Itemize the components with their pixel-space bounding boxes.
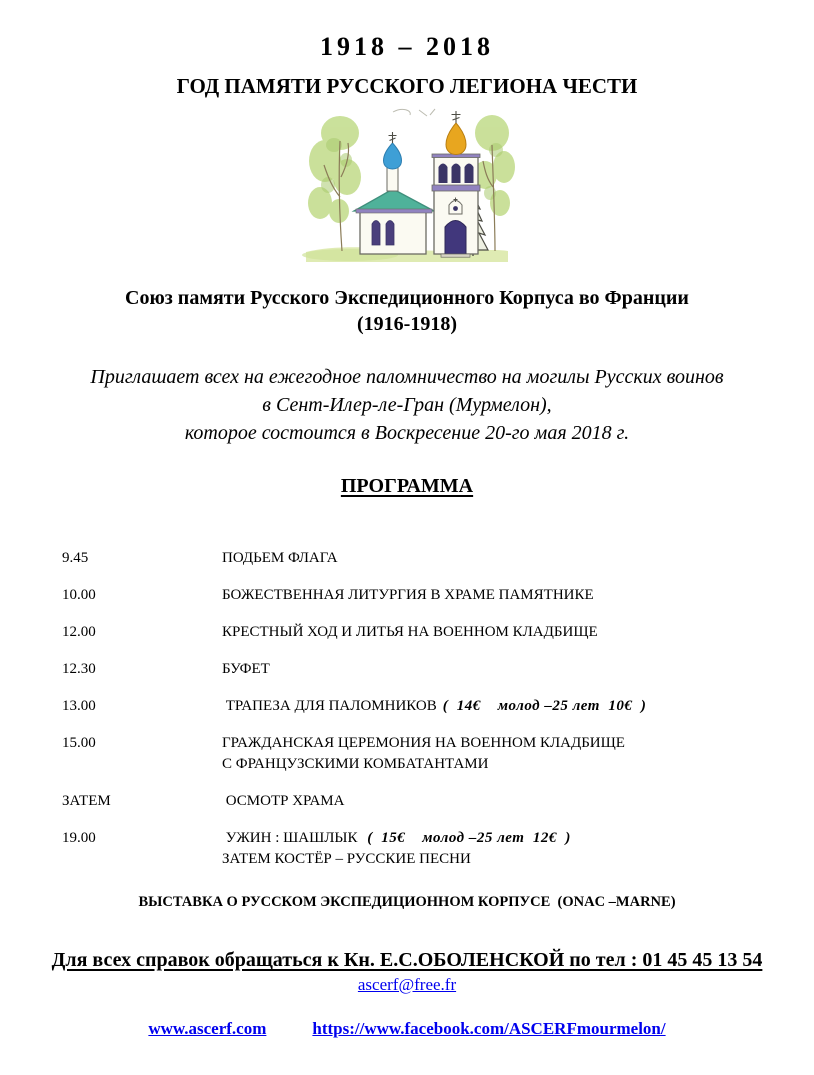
schedule-time: ЗАТЕМ <box>62 793 111 809</box>
schedule-row <box>62 828 814 870</box>
schedule-time: 15.00 <box>62 735 96 751</box>
arched-window <box>386 221 394 246</box>
schedule-desc-line2: С ФРАНЦУЗСКИМИ КОМБАТАНТАМИ <box>222 756 489 772</box>
price-note: ( 15€ молод –25 лет 12€ ) <box>367 830 571 846</box>
schedule-desc: УЖИН : ШАШЛЫК <box>222 830 362 846</box>
union-title <box>0 285 814 337</box>
left-tree-foliage <box>308 116 361 223</box>
schedule-row <box>62 585 814 606</box>
blue-onion-dome <box>384 143 402 169</box>
teal-roof <box>354 189 434 211</box>
schedule-row <box>62 733 814 775</box>
schedule-row <box>62 791 814 812</box>
invitation-line2: в Сент-Илер-ле-Гран (Мурмелон), <box>262 394 552 416</box>
schedule-time: 10.00 <box>62 587 96 603</box>
schedule-time: 9.45 <box>62 550 89 566</box>
contact-info: Для всех справок обращаться к Кн. Е.С.ОБОЛЕНСКОЙ по тел : 01 45 45 13 54 <box>51 949 763 971</box>
years-title: 1918 – 2018 <box>320 32 494 61</box>
schedule-desc: ГРАЖДАНСКАЯ ЦЕРЕМОНИЯ НА ВОЕННОМ КЛАДБИЩЕ <box>222 735 625 751</box>
schedule-row <box>62 659 814 680</box>
schedule-time: 12.30 <box>62 661 96 677</box>
cross-icon <box>452 111 461 123</box>
schedule-desc: ОСМОТР ХРАМА <box>222 793 345 809</box>
arched-window <box>372 221 380 246</box>
invitation-text <box>0 363 814 447</box>
schedule-desc: БУФЕТ <box>222 661 270 677</box>
schedule-row <box>62 622 814 643</box>
memorial-year-title: ГОД ПАМЯТИ РУССКОГО ЛЕГИОНА ЧЕСТИ <box>176 74 638 98</box>
schedule-desc-line2: ЗАТЕМ КОСТЁР – РУССКИЕ ПЕСНИ <box>222 851 471 867</box>
price-note: ( 14€ молод –25 лет 10€ ) <box>442 698 647 714</box>
exhibition-note: ВЫСТАВКА О РУССКОМ ЭКСПЕДИЦИОННОМ КОРПУСЕ (ONAC –MARNE) <box>138 894 676 910</box>
schedule-desc: ПОДЬЕМ ФЛАГА <box>222 550 338 566</box>
union-title-line1: Союз памяти Русского Экспедиционного Корпуса во Франции <box>125 287 689 309</box>
church-illustration-wrap <box>0 105 814 267</box>
invitation-line3: которое состоится в Воскресение 20-го мая 2018 г. <box>184 422 630 444</box>
schedule-row <box>62 696 814 717</box>
schedule-time: 19.00 <box>62 830 96 846</box>
schedule-desc: ТРАПЕЗА ДЛЯ ПАЛОМНИКОВ <box>222 698 437 714</box>
gold-onion-dome <box>446 123 466 155</box>
union-title-line2: (1916-1918) <box>357 313 457 335</box>
program-heading: ПРОГРАММА <box>340 475 474 497</box>
church-watercolor-illustration <box>298 105 516 265</box>
website-link[interactable]: www.ascerf.com <box>148 1019 267 1038</box>
schedule-desc: КРЕСТНЫЙ ХОД И ЛИТЬЯ НА ВОЕННОМ КЛАДБИЩЕ <box>222 624 598 640</box>
cross-icon <box>389 132 397 143</box>
schedule-desc: БОЖЕСТВЕННАЯ ЛИТУРГИЯ В ХРАМЕ ПАМЯТНИКЕ <box>222 587 594 603</box>
schedule-row <box>62 548 814 569</box>
belfry-arches <box>439 164 474 184</box>
schedule-time: 13.00 <box>62 698 96 714</box>
facebook-link[interactable]: https://www.facebook.com/ASCERFmourmelon/ <box>312 1019 666 1038</box>
footer-links <box>0 1019 814 1039</box>
program-schedule <box>62 548 814 870</box>
email-link[interactable]: ascerf@free.fr <box>357 975 457 994</box>
schedule-time: 12.00 <box>62 624 96 640</box>
arched-door <box>445 221 466 255</box>
invitation-line1: Приглашает всех на ежегодное паломничество на могилы Русских воинов <box>90 366 724 388</box>
